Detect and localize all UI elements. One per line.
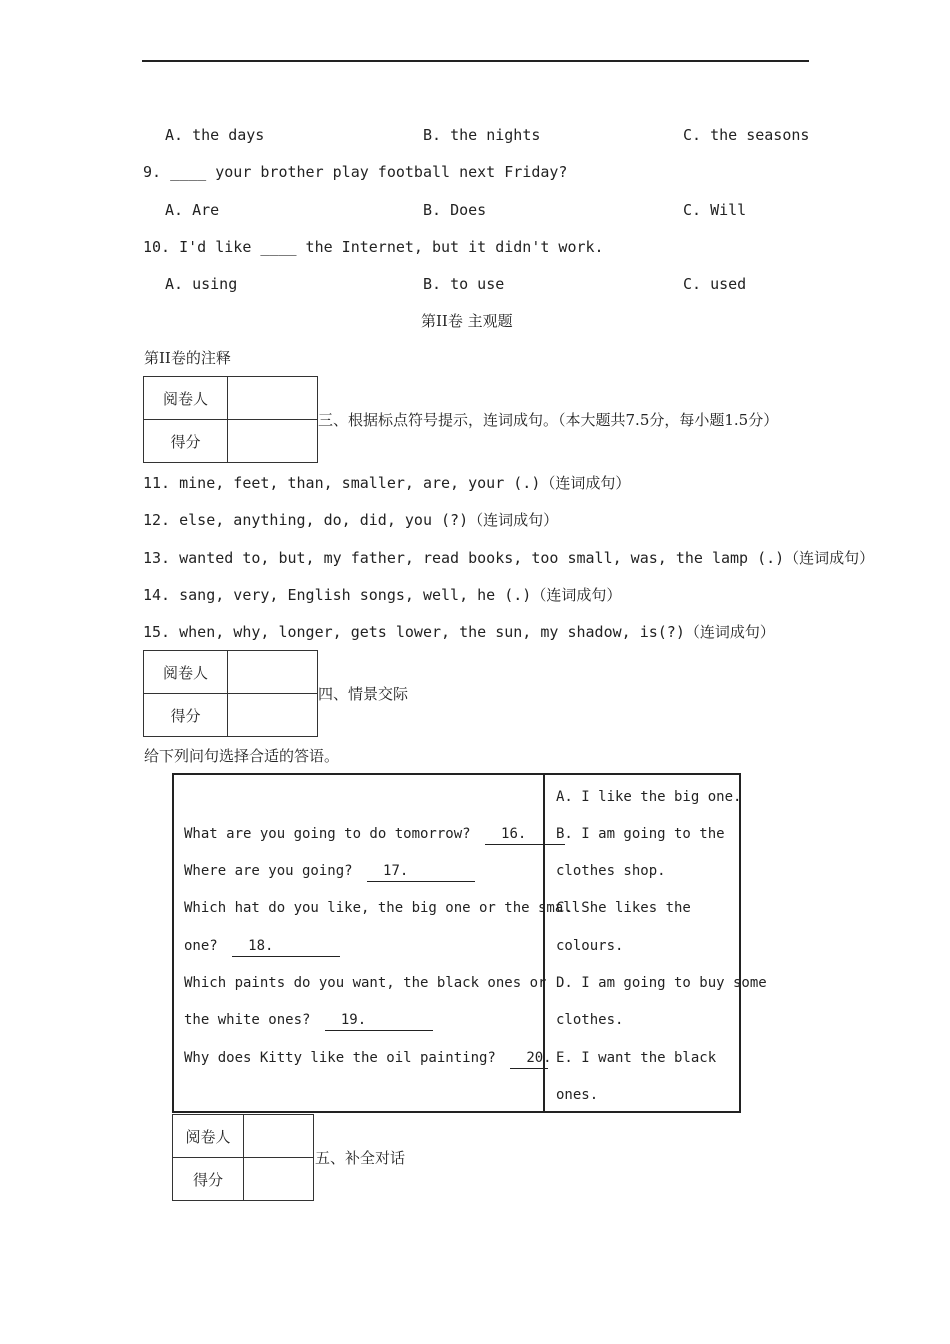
answer-blank-19[interactable]: 19. [325, 1010, 433, 1031]
section3-item-15: 15. when, why, longer, gets lower, the sun, my shadow, is(?)（连词成句） [143, 623, 775, 641]
answer-blank-16[interactable]: 16. [485, 824, 565, 845]
section3-item-14: 14. sang, very, English songs, well, he (.)（连词成句） [143, 586, 622, 604]
score-label: 得分 [144, 420, 228, 463]
match-question-19-line1 [184, 973, 546, 993]
reviewer-cell [228, 377, 318, 420]
match-answer-a: A. I like the big one. [556, 789, 742, 805]
match-answer-c: C. She likes the [556, 900, 691, 916]
match-answer-e-cont: ones. [556, 1087, 599, 1103]
match-answer-b: B. I am going to the [556, 826, 725, 842]
question-text: Which hat do you like, the big one or the small [184, 900, 581, 916]
question-text: What are you going to do tomorrow? [184, 826, 471, 842]
match-question-18-line1 [184, 898, 580, 918]
score-box-section5 [172, 1114, 314, 1201]
match-question-18 [184, 936, 340, 957]
reviewer-label: 阅卷人 [173, 1115, 244, 1158]
question-text: the white ones? [184, 1012, 311, 1028]
answer-blank-17[interactable]: 17. [367, 861, 475, 882]
question-text: Which paints do you want, the black ones or [184, 975, 547, 991]
match-question-17 [184, 861, 475, 882]
match-answer-d: D. I am going to buy some [556, 975, 767, 991]
match-answer-b-cont: clothes shop. [556, 863, 666, 879]
section3-item-13: 13. wanted to, but, my father, read books, too small, was, the lamp (.)（连词成句） [143, 549, 875, 567]
answer-blank-18[interactable]: 18. [232, 936, 340, 957]
score-box-section4 [143, 650, 318, 737]
part2-note: 第II卷的注释 [144, 349, 231, 367]
reviewer-cell [228, 651, 318, 694]
match-answer-d-cont: clothes. [556, 1012, 624, 1028]
score-box-section3 [143, 376, 318, 463]
q10-option-b: B. to use [423, 275, 505, 293]
score-label: 得分 [173, 1158, 244, 1201]
q10-option-a: A. using [165, 275, 238, 293]
q9-stem: 9. ____ your brother play football next Friday? [143, 163, 568, 181]
match-question-16 [184, 824, 565, 845]
reviewer-label: 阅卷人 [144, 651, 228, 694]
question-text: Where are you going? [184, 863, 353, 879]
question-text: one? [184, 938, 218, 954]
q10-stem: 10. I'd like ____ the Internet, but it didn't work. [143, 238, 604, 256]
q9-option-b: B. Does [423, 201, 487, 219]
match-question-19 [184, 1010, 433, 1031]
reviewer-cell [244, 1115, 314, 1158]
q8-option-a: A. the days [165, 126, 265, 144]
question-text: Why does Kitty like the oil painting? [184, 1050, 496, 1066]
part2-title: 第II卷 主观题 [421, 312, 513, 330]
q9-option-c: C. Will [683, 201, 747, 219]
section4-title: 四、情景交际 [318, 685, 409, 703]
q10-option-c: C. used [683, 275, 747, 293]
score-cell [244, 1158, 314, 1201]
reviewer-label: 阅卷人 [144, 377, 228, 420]
q9-option-a: A. Are [165, 201, 220, 219]
section4-instruction: 给下列问句选择合适的答语。 [144, 747, 340, 765]
section3-title: 三、根据标点符号提示，连词成句。（本大题共7.5分，每小题1.5分） [318, 411, 779, 429]
score-label: 得分 [144, 694, 228, 737]
answer-blank-20[interactable]: 20. [510, 1048, 548, 1069]
match-question-20 [184, 1048, 552, 1069]
match-answer-c-cont: colours. [556, 938, 624, 954]
q8-option-b: B. the nights [423, 126, 541, 144]
section3-item-11: 11. mine, feet, than, smaller, are, your (.)（连词成句） [143, 474, 631, 492]
section5-title: 五、补全对话 [315, 1149, 406, 1167]
score-cell [228, 420, 318, 463]
q8-option-c: C. the seasons [683, 126, 810, 144]
header-rule [142, 60, 809, 62]
score-cell [228, 694, 318, 737]
match-answer-e: E. I want the black [556, 1050, 717, 1066]
section3-item-12: 12. else, anything, do, did, you (?)（连词成句） [143, 511, 559, 529]
